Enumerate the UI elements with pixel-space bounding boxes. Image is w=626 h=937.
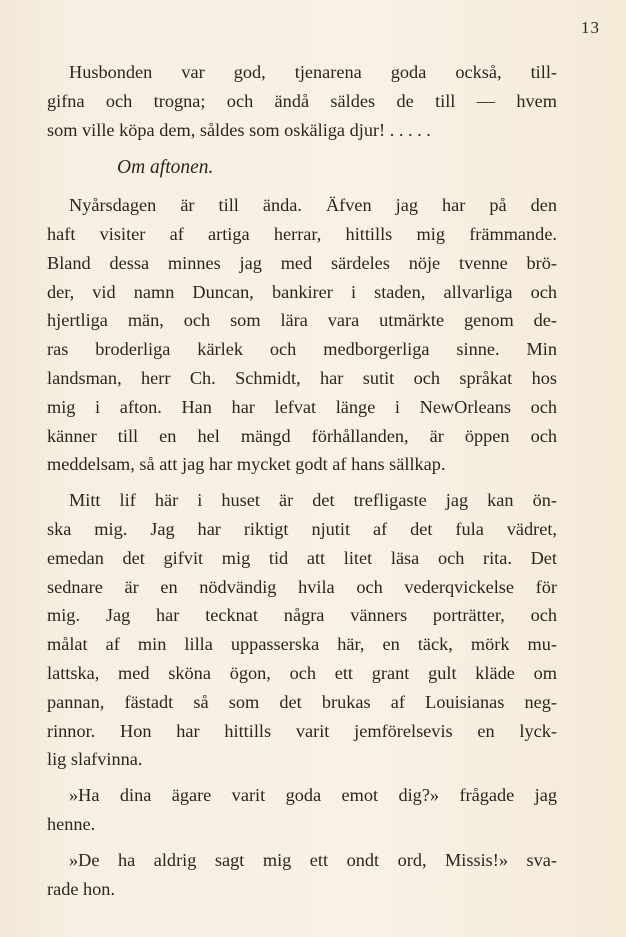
text-line: gifna och trogna; och ändå säldes de till — hvem <box>47 90 557 111</box>
text-line: der, vid namn Duncan, bankirer i staden, allvarliga och <box>47 281 557 302</box>
text-line: ras broderliga kärlek och medborgerliga sinne. Min <box>47 339 557 360</box>
text-line: haft visiter af artiga herrar, hittills mig främmande. <box>47 223 557 244</box>
text-line: »Ha dina ägare varit goda emot dig?» frågade jag <box>69 785 557 806</box>
text-line: sednare är en nödvändig hvila och vederqvickelse för <box>47 576 557 597</box>
text-line: ska mig. Jag har riktigt njutit af det fula vädret, <box>47 518 557 539</box>
text-line: rade hon. <box>47 878 116 899</box>
text-line: lig slafvinna. <box>47 749 143 770</box>
text-line: Bland dessa minnes jag med särdeles nöje tvenne brö- <box>47 252 557 273</box>
text-line: meddelsam, så att jag har mycket godt af hans sällkap. <box>47 454 446 475</box>
paragraph-2 <box>47 191 557 479</box>
page-text <box>47 58 557 903</box>
paragraph-3 <box>47 486 557 774</box>
text-line: »De ha aldrig sagt mig ett ondt ord, Missis!» sva- <box>69 849 557 870</box>
paragraph-1 <box>47 58 557 144</box>
text-line: som ville köpa dem, såldes som oskäliga djur! . . . . . <box>47 119 431 140</box>
paragraph-4 <box>47 781 557 839</box>
text-line: hjertliga män, och som lära vara utmärkte genom de- <box>47 310 557 331</box>
text-line: landsman, herr Ch. Schmidt, har sutit och språkat hos <box>47 367 557 388</box>
text-line: pannan, fästadt så som det brukas af Louisianas neg- <box>47 691 557 712</box>
text-line: henne. <box>47 813 96 834</box>
text-line: emedan det gifvit mig tid att litet läsa och rita. Det <box>47 547 557 568</box>
text-line: känner till en hel mängd förhållanden, är öppen och <box>47 425 557 446</box>
text-line: målat af min lilla uppasserska här, en täck, mörk mu- <box>47 634 557 655</box>
text-line: mig i afton. Han har lefvat länge i NewOrleans och <box>47 396 557 417</box>
paragraph-5 <box>47 846 557 904</box>
page-number: 13 <box>581 18 600 37</box>
text-line: lattska, med sköna ögon, och ett grant gult kläde om <box>47 662 557 683</box>
text-line: Husbonden var god, tjenarena goda också, till- <box>69 62 557 82</box>
text-line: rinnor. Hon har hittills varit jemförelsevis en lyck- <box>47 720 557 741</box>
text-line: Nyårsdagen är till ända. Äfven jag har på den <box>69 195 557 216</box>
section-heading: Om aftonen. <box>117 157 214 179</box>
text-line: mig. Jag har tecknat några vänners porträtter, och <box>47 605 557 626</box>
text-line: Mitt lif här i huset är det trefligaste jag kan ön- <box>69 490 557 511</box>
